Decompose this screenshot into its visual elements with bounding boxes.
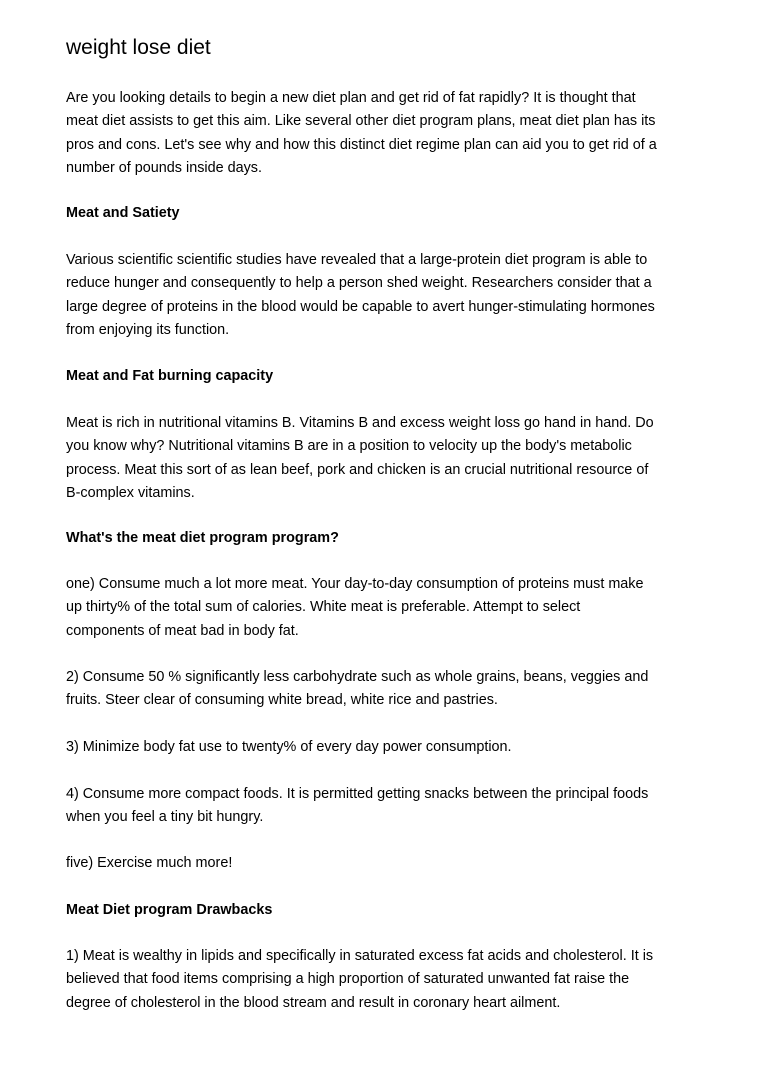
text-line: degree of cholesterol in the blood stream and result in coronary heart ailment.	[66, 994, 561, 1011]
text-line: process. Meat this sort of as lean beef, pork and chicken is an crucial nutritional resource of	[66, 461, 649, 478]
document-title: weight lose diet	[66, 36, 211, 59]
text-line: pros and cons. Let's see why and how this distinct diet regime plan can aid you to get rid of a	[66, 136, 657, 153]
text-line: B-complex vitamins.	[66, 485, 195, 502]
diet-step-1	[66, 573, 716, 643]
text-line: 3) Minimize body fat use to twenty% of every day power consumption.	[66, 739, 512, 755]
text-line: when you feel a tiny bit hungry.	[66, 809, 264, 826]
text-line: believed that food items comprising a high proportion of saturated unwanted fat raise the	[66, 971, 630, 988]
text-line: 1) Meat is wealthy in lipids and specifically in saturated excess fat acids and cholesterol. It is	[66, 948, 654, 964]
drawback-1	[66, 945, 716, 1015]
diet-step-4	[66, 783, 716, 830]
text-line: five) Exercise much more!	[66, 855, 233, 871]
diet-step-5	[66, 852, 716, 875]
text-line: fruits. Steer clear of consuming white bread, white rice and pastries.	[66, 692, 498, 709]
meat-satiety-paragraph	[66, 249, 716, 343]
text-line: up thirty% of the total sum of calories. White meat is preferable. Attempt to select	[66, 599, 581, 616]
intro-paragraph	[66, 87, 716, 181]
text-line: 2) Consume 50 % significantly less carbohydrate such as whole grains, beans, veggies and	[66, 669, 649, 685]
text-line: number of pounds inside days.	[66, 160, 262, 177]
text-line: from enjoying its function.	[66, 322, 230, 339]
section-heading-meat-diet-program: What's the meat diet program program?	[66, 530, 339, 546]
text-line: 4) Consume more compact foods. It is permitted getting snacks between the principal foods	[66, 786, 649, 802]
diet-step-3	[66, 736, 716, 759]
text-line: one) Consume much a lot more meat. Your day-to-day consumption of proteins must make	[66, 576, 644, 592]
section-heading-meat-satiety: Meat and Satiety	[66, 205, 180, 221]
text-line: Various scientific scientific studies have revealed that a large-protein diet program is able to	[66, 252, 648, 268]
section-heading-fat-burning: Meat and Fat burning capacity	[66, 368, 274, 384]
text-line: meat diet assists to get this aim. Like several other diet program plans, meat diet plan has its	[66, 113, 656, 130]
text-line: Are you looking details to begin a new diet plan and get rid of fat rapidly? It is thought that	[66, 90, 636, 106]
text-line: you know why? Nutritional vitamins B are in a position to velocity up the body's metabolic	[66, 438, 632, 455]
text-line: reduce hunger and consequently to help a person shed weight. Researchers consider that a	[66, 275, 652, 292]
section-heading-drawbacks: Meat Diet program Drawbacks	[66, 902, 273, 918]
text-line: components of meat bad in body fat.	[66, 622, 299, 639]
diet-step-2	[66, 666, 716, 713]
fat-burning-paragraph	[66, 412, 716, 506]
text-line: Meat is rich in nutritional vitamins B. Vitamins B and excess weight loss go hand in hand. Do	[66, 415, 654, 431]
text-line: large degree of proteins in the blood would be capable to avert hunger-stimulating hormones	[66, 298, 655, 315]
